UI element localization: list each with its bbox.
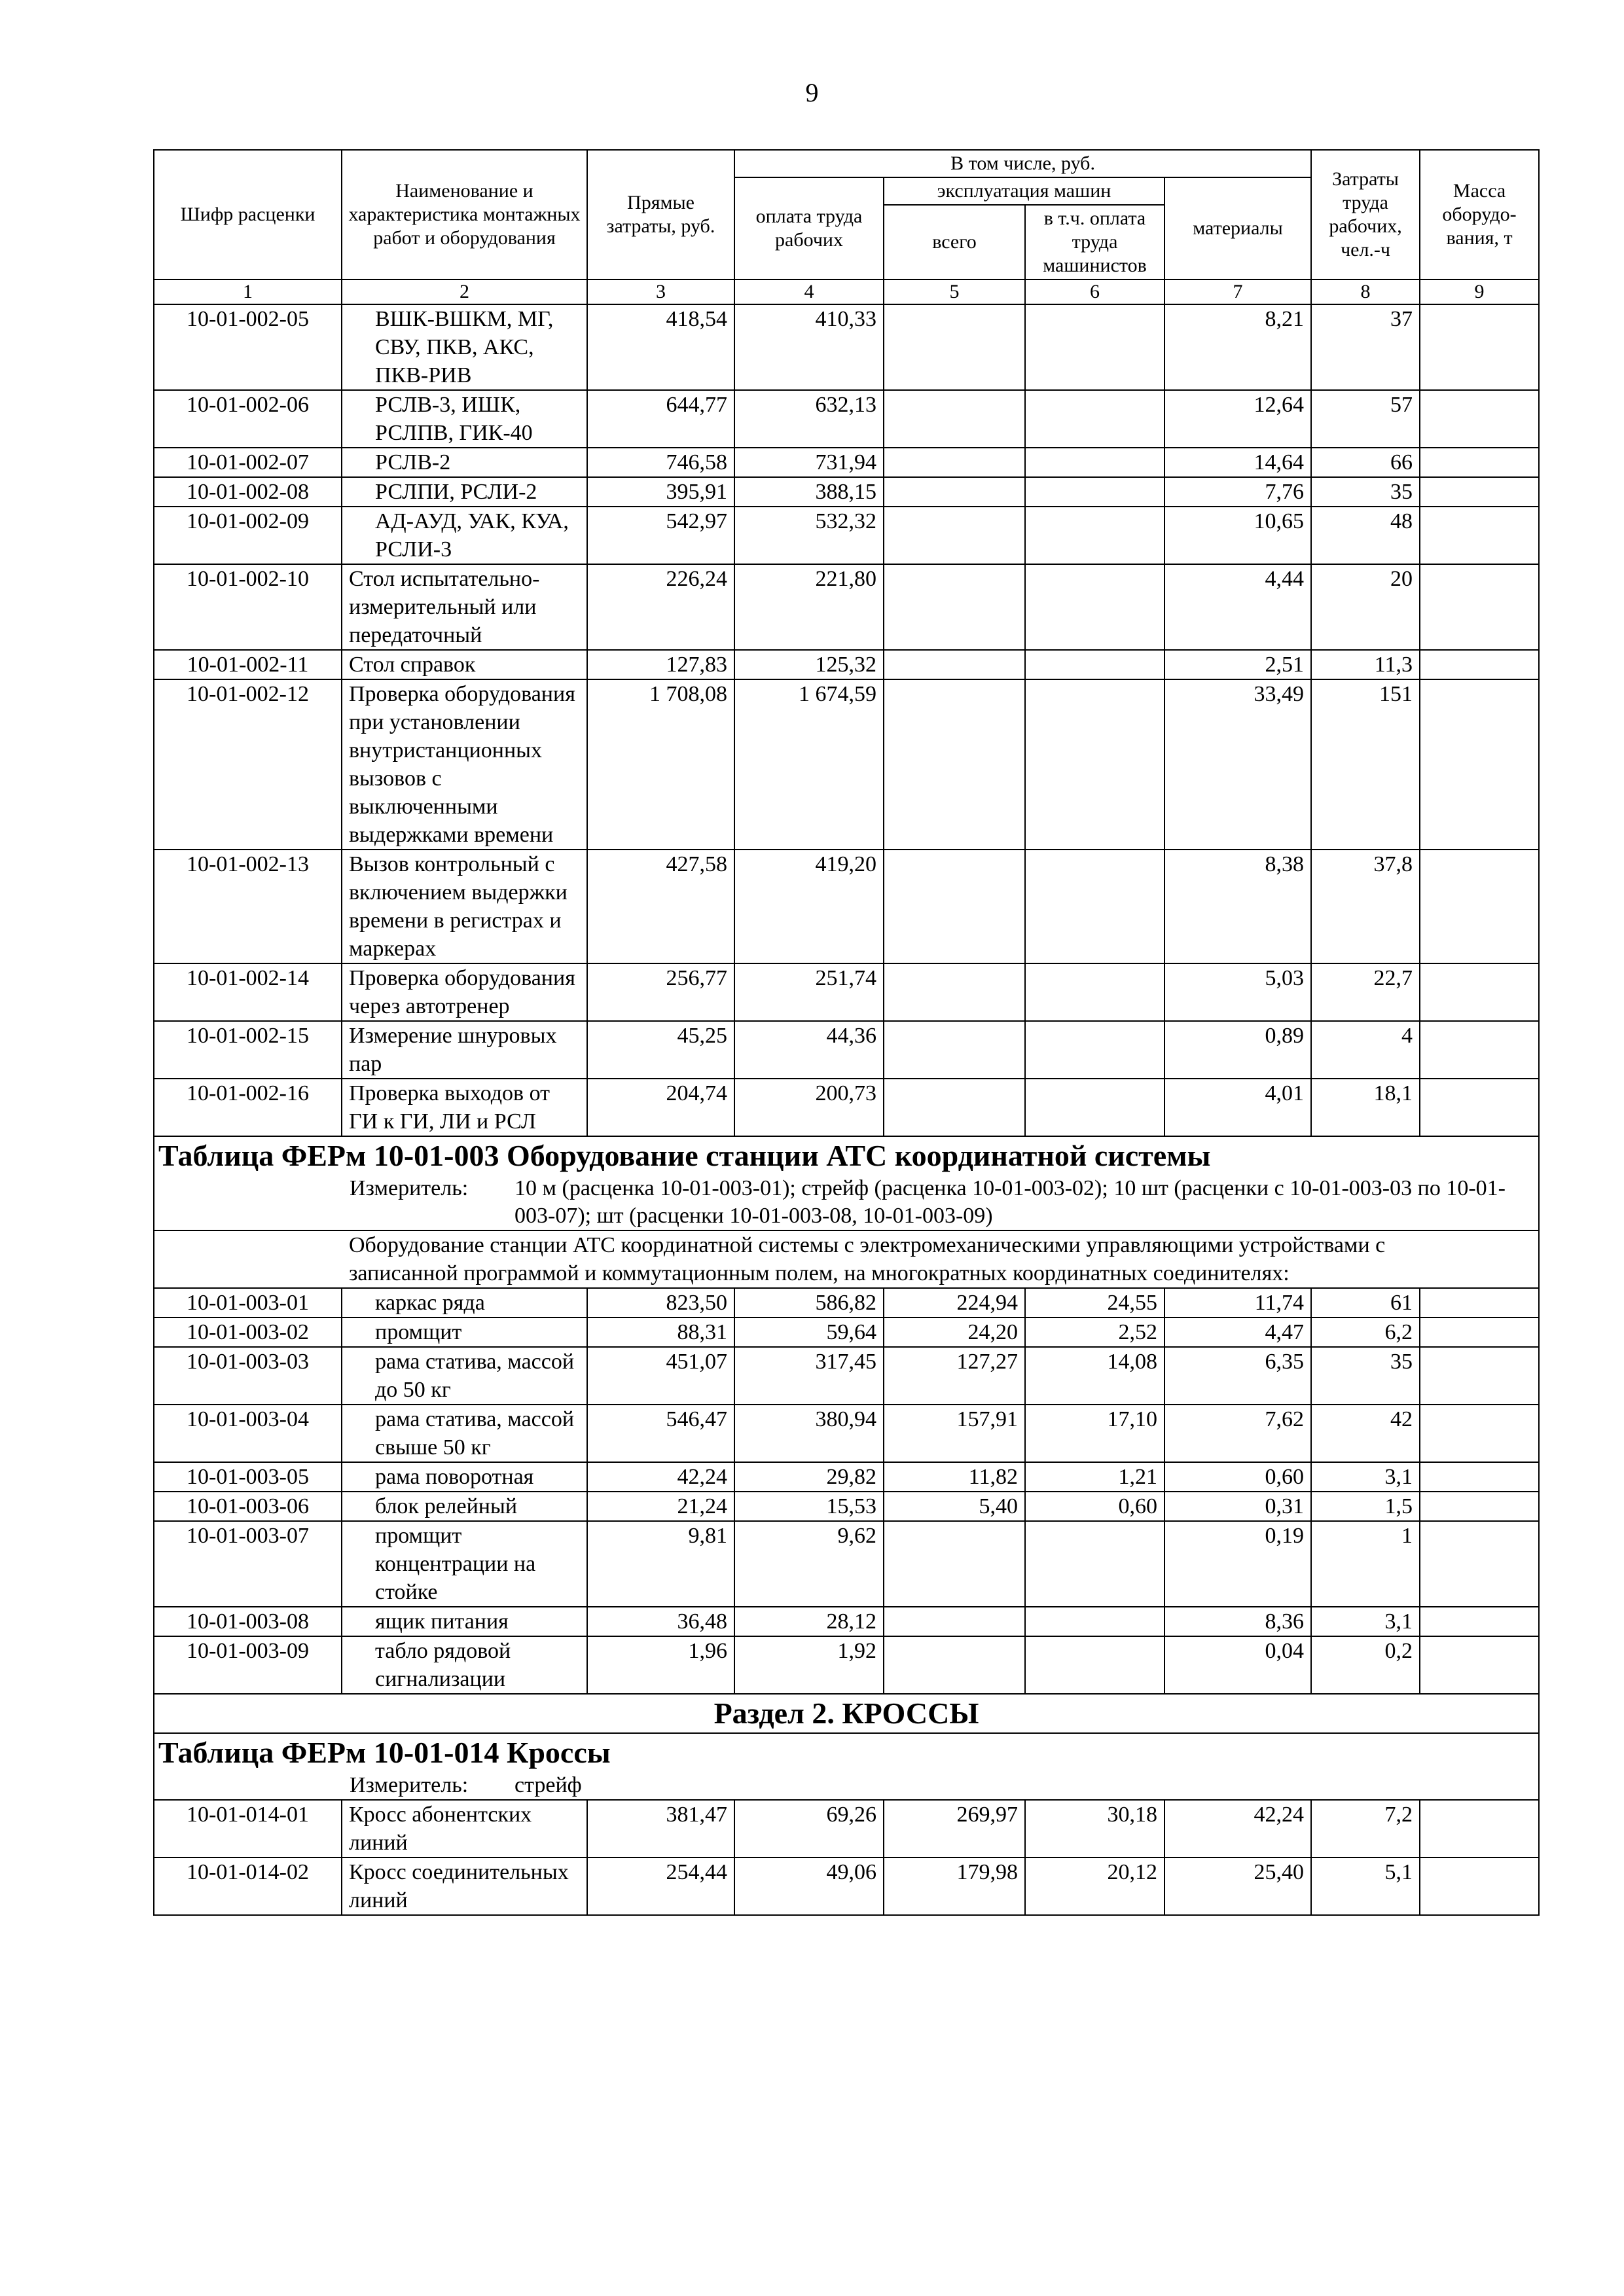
mass-cell: [1420, 1521, 1539, 1607]
direct-cost-cell: 546,47: [587, 1405, 734, 1462]
code-cell: 10-01-002-15: [154, 1021, 342, 1079]
code-cell: 10-01-003-02: [154, 1318, 342, 1347]
mass-cell: [1420, 963, 1539, 1021]
materials-cell: 10,65: [1164, 507, 1311, 564]
table-003-title: Таблица ФЕРм 10-01-003 Оборудование станции АТС координатной системы: [158, 1139, 1211, 1172]
labor-cell: 18,1: [1311, 1079, 1420, 1136]
materials-cell: 14,64: [1164, 448, 1311, 477]
section-2-cell: [154, 1694, 1539, 1733]
machines-total-cell: 5,40: [884, 1492, 1025, 1521]
labor-cell: 35: [1311, 477, 1420, 507]
direct-cost-cell: 88,31: [587, 1318, 734, 1347]
col-number: 7: [1164, 279, 1311, 304]
table-row: [154, 448, 1539, 477]
meter-value: 10 м (расценка 10-01-003-01); стрейф (расценка 10-01-003-02); 10 шт (расценки с 10-01-003-03 по 10-01-003-07); шт (расценки 10-01-003-08, 10-01-003-09): [514, 1176, 1506, 1228]
name-cell: каркас ряда: [342, 1288, 587, 1318]
direct-cost-cell: 9,81: [587, 1521, 734, 1607]
materials-cell: 7,62: [1164, 1405, 1311, 1462]
table-row: [154, 1021, 1539, 1079]
machines-total-cell: [884, 507, 1025, 564]
col-number: 6: [1025, 279, 1164, 304]
mass-cell: [1420, 448, 1539, 477]
labor-cell: 22,7: [1311, 963, 1420, 1021]
wage-cell: 1 674,59: [734, 679, 884, 850]
name-cell: РСЛВ-3, ИШК, РСЛПВ, ГИК-40: [342, 390, 587, 448]
wage-cell: 221,80: [734, 564, 884, 650]
col-mass-header: Масса оборудо-вания, т: [1420, 150, 1539, 279]
wage-cell: 125,32: [734, 650, 884, 679]
machines-wage-cell: [1025, 650, 1164, 679]
machines-wage-cell: 20,12: [1025, 1857, 1164, 1915]
name-cell: Стол испытательно-измерительный или передаточный: [342, 564, 587, 650]
code-cell: 10-01-002-07: [154, 448, 342, 477]
wage-cell: 251,74: [734, 963, 884, 1021]
labor-cell: 4: [1311, 1021, 1420, 1079]
code-cell: 10-01-002-13: [154, 850, 342, 963]
machines-wage-cell: [1025, 1021, 1164, 1079]
table-row: [154, 1636, 1539, 1694]
col-machines-total-header: всего: [884, 205, 1025, 279]
col-number: 3: [587, 279, 734, 304]
machines-wage-cell: [1025, 1607, 1164, 1636]
wage-cell: 419,20: [734, 850, 884, 963]
mass-cell: [1420, 1462, 1539, 1492]
labor-cell: 61: [1311, 1288, 1420, 1318]
name-cell: Проверка выходов от ГИ к ГИ, ЛИ и РСЛ: [342, 1079, 587, 1136]
machines-wage-cell: [1025, 1636, 1164, 1694]
machines-total-cell: [884, 1021, 1025, 1079]
direct-cost-cell: 418,54: [587, 304, 734, 390]
code-cell: 10-01-003-05: [154, 1462, 342, 1492]
name-cell: рама статива, массой до 50 кг: [342, 1347, 587, 1405]
name-cell: Кросс соединительных линий: [342, 1857, 587, 1915]
col-code-header: Шифр расценки: [154, 150, 342, 279]
direct-cost-cell: 45,25: [587, 1021, 734, 1079]
mass-cell: [1420, 850, 1539, 963]
wage-cell: 1,92: [734, 1636, 884, 1694]
col-number: 8: [1311, 279, 1420, 304]
mass-cell: [1420, 1079, 1539, 1136]
machines-total-cell: [884, 650, 1025, 679]
table-row: [154, 650, 1539, 679]
table-row: [154, 1800, 1539, 1857]
table-header: [154, 150, 1539, 304]
direct-cost-cell: 823,50: [587, 1288, 734, 1318]
direct-cost-cell: 381,47: [587, 1800, 734, 1857]
wage-cell: 44,36: [734, 1021, 884, 1079]
table-row: [154, 1607, 1539, 1636]
table-row: [154, 304, 1539, 390]
direct-cost-cell: 451,07: [587, 1347, 734, 1405]
table-row: [154, 507, 1539, 564]
mass-cell: [1420, 1800, 1539, 1857]
machines-wage-cell: [1025, 963, 1164, 1021]
wage-cell: 28,12: [734, 1607, 884, 1636]
labor-cell: 35: [1311, 1347, 1420, 1405]
table-row: [154, 1405, 1539, 1462]
wage-cell: 9,62: [734, 1521, 884, 1607]
machines-total-cell: [884, 1636, 1025, 1694]
materials-cell: 25,40: [1164, 1857, 1311, 1915]
wage-cell: 69,26: [734, 1800, 884, 1857]
code-cell: 10-01-014-01: [154, 1800, 342, 1857]
col-number: 5: [884, 279, 1025, 304]
col-number: 4: [734, 279, 884, 304]
machines-total-cell: [884, 564, 1025, 650]
code-cell: 10-01-002-08: [154, 477, 342, 507]
mass-cell: [1420, 1347, 1539, 1405]
mass-cell: [1420, 1405, 1539, 1462]
labor-cell: 5,1: [1311, 1857, 1420, 1915]
col-number: 1: [154, 279, 342, 304]
materials-cell: 2,51: [1164, 650, 1311, 679]
direct-cost-cell: 542,97: [587, 507, 734, 564]
labor-cell: 7,2: [1311, 1800, 1420, 1857]
col-labor-header: Затраты труда рабочих, чел.-ч: [1311, 150, 1420, 279]
group-note: Оборудование станции АТС координатной системы с электромеханическими управляющими устройствами с записанной программой и коммутационным полем, на многократных координатных соединителях:: [349, 1233, 1386, 1285]
table-row: [154, 390, 1539, 448]
machines-wage-cell: 24,55: [1025, 1288, 1164, 1318]
mass-cell: [1420, 1318, 1539, 1347]
code-cell: 10-01-002-06: [154, 390, 342, 448]
table-row: [154, 564, 1539, 650]
materials-cell: 11,74: [1164, 1288, 1311, 1318]
table-014-rows: [154, 1800, 1539, 1915]
code-cell: 10-01-014-02: [154, 1857, 342, 1915]
direct-cost-cell: 256,77: [587, 963, 734, 1021]
code-cell: 10-01-002-05: [154, 304, 342, 390]
name-cell: Проверка оборудования через автотренер: [342, 963, 587, 1021]
name-cell: Проверка оборудования при установлении внутристанционных вызовов с выключенными выдержками времени: [342, 679, 587, 850]
machines-total-cell: 157,91: [884, 1405, 1025, 1462]
mass-cell: [1420, 1607, 1539, 1636]
col-name-header: Наименование и характеристика монтажных работ и оборудования: [342, 150, 587, 279]
block1-rows: [154, 304, 1539, 1136]
wage-cell: 317,45: [734, 1347, 884, 1405]
materials-cell: 8,36: [1164, 1607, 1311, 1636]
name-cell: промщит: [342, 1318, 587, 1347]
mass-cell: [1420, 507, 1539, 564]
materials-cell: 6,35: [1164, 1347, 1311, 1405]
machines-wage-cell: 2,52: [1025, 1318, 1164, 1347]
wage-cell: 410,33: [734, 304, 884, 390]
labor-cell: 48: [1311, 507, 1420, 564]
name-cell: рама поворотная: [342, 1462, 587, 1492]
machines-total-cell: [884, 963, 1025, 1021]
mass-cell: [1420, 1492, 1539, 1521]
machines-wage-cell: 0,60: [1025, 1492, 1164, 1521]
mass-cell: [1420, 1857, 1539, 1915]
section-2-heading: [154, 1694, 1539, 1800]
table-003-rows: [154, 1288, 1539, 1694]
table-003-heading: [154, 1136, 1539, 1288]
machines-wage-cell: [1025, 507, 1164, 564]
page-number: 9: [805, 78, 819, 107]
mass-cell: [1420, 390, 1539, 448]
mass-cell: [1420, 1288, 1539, 1318]
code-cell: 10-01-002-10: [154, 564, 342, 650]
code-cell: 10-01-003-03: [154, 1347, 342, 1405]
code-cell: 10-01-003-01: [154, 1288, 342, 1318]
machines-total-cell: 11,82: [884, 1462, 1025, 1492]
col-number: 9: [1420, 279, 1539, 304]
code-cell: 10-01-002-16: [154, 1079, 342, 1136]
labor-cell: 0,2: [1311, 1636, 1420, 1694]
mass-cell: [1420, 1636, 1539, 1694]
materials-cell: 8,21: [1164, 304, 1311, 390]
direct-cost-cell: 427,58: [587, 850, 734, 963]
code-cell: 10-01-002-11: [154, 650, 342, 679]
machines-wage-cell: 1,21: [1025, 1462, 1164, 1492]
col-materials-header: материалы: [1164, 177, 1311, 279]
machines-wage-cell: 17,10: [1025, 1405, 1164, 1462]
machines-total-cell: [884, 304, 1025, 390]
labor-cell: 37,8: [1311, 850, 1420, 963]
wage-cell: 632,13: [734, 390, 884, 448]
machines-wage-cell: [1025, 477, 1164, 507]
table-row: [154, 1079, 1539, 1136]
machines-total-cell: 127,27: [884, 1347, 1025, 1405]
table-row: [154, 1462, 1539, 1492]
table-row: [154, 963, 1539, 1021]
table-row: [154, 1288, 1539, 1318]
wage-cell: 380,94: [734, 1405, 884, 1462]
wage-cell: 15,53: [734, 1492, 884, 1521]
materials-cell: 12,64: [1164, 390, 1311, 448]
meter-value: стрейф: [514, 1773, 582, 1797]
wage-cell: 586,82: [734, 1288, 884, 1318]
table-003-title-cell: [154, 1136, 1539, 1230]
table-003-group-note-cell: [154, 1230, 1539, 1288]
labor-cell: 57: [1311, 390, 1420, 448]
materials-cell: 5,03: [1164, 963, 1311, 1021]
name-cell: промщит концентрации на стойке: [342, 1521, 587, 1607]
machines-total-cell: [884, 850, 1025, 963]
wage-cell: 29,82: [734, 1462, 884, 1492]
direct-cost-cell: 204,74: [587, 1079, 734, 1136]
name-cell: РСЛПИ, РСЛИ-2: [342, 477, 587, 507]
name-cell: блок релейный: [342, 1492, 587, 1521]
code-cell: 10-01-003-09: [154, 1636, 342, 1694]
code-cell: 10-01-003-08: [154, 1607, 342, 1636]
direct-cost-cell: 746,58: [587, 448, 734, 477]
name-cell: ящик питания: [342, 1607, 587, 1636]
materials-cell: 0,89: [1164, 1021, 1311, 1079]
machines-wage-cell: [1025, 390, 1164, 448]
table-014-title-cell: [154, 1733, 1539, 1800]
machines-wage-cell: [1025, 850, 1164, 963]
materials-cell: 4,47: [1164, 1318, 1311, 1347]
col-wage-header: оплата труда рабочих: [734, 177, 884, 279]
machines-wage-cell: [1025, 1079, 1164, 1136]
table-014-title: Таблица ФЕРм 10-01-014 Кроссы: [158, 1736, 611, 1769]
direct-cost-cell: 127,83: [587, 650, 734, 679]
direct-cost-cell: 1 708,08: [587, 679, 734, 850]
direct-cost-cell: 395,91: [587, 477, 734, 507]
name-cell: АД-АУД, УАК, КУА, РСЛИ-3: [342, 507, 587, 564]
code-cell: 10-01-002-09: [154, 507, 342, 564]
machines-total-cell: 269,97: [884, 1800, 1025, 1857]
table-row: [154, 1857, 1539, 1915]
name-cell: Измерение шнуровых пар: [342, 1021, 587, 1079]
materials-cell: 0,04: [1164, 1636, 1311, 1694]
materials-cell: 33,49: [1164, 679, 1311, 850]
machines-wage-cell: 14,08: [1025, 1347, 1164, 1405]
machines-total-cell: [884, 390, 1025, 448]
name-cell: рама статива, массой свыше 50 кг: [342, 1405, 587, 1462]
col-number: 2: [342, 279, 587, 304]
labor-cell: 42: [1311, 1405, 1420, 1462]
code-cell: 10-01-003-07: [154, 1521, 342, 1607]
mass-cell: [1420, 650, 1539, 679]
direct-cost-cell: 42,24: [587, 1462, 734, 1492]
labor-cell: 1,5: [1311, 1492, 1420, 1521]
table-row: [154, 1318, 1539, 1347]
labor-cell: 20: [1311, 564, 1420, 650]
labor-cell: 6,2: [1311, 1318, 1420, 1347]
direct-cost-cell: 1,96: [587, 1636, 734, 1694]
meter-label: Измеритель:: [350, 1176, 469, 1200]
name-cell: Стол справок: [342, 650, 587, 679]
labor-cell: 151: [1311, 679, 1420, 850]
meter-label: Измеритель:: [350, 1773, 469, 1797]
mass-cell: [1420, 679, 1539, 850]
materials-cell: 0,60: [1164, 1462, 1311, 1492]
machines-wage-cell: [1025, 564, 1164, 650]
mass-cell: [1420, 477, 1539, 507]
column-numbers-row: [154, 279, 1539, 304]
labor-cell: 3,1: [1311, 1607, 1420, 1636]
labor-cell: 37: [1311, 304, 1420, 390]
code-cell: 10-01-003-04: [154, 1405, 342, 1462]
wage-cell: 59,64: [734, 1318, 884, 1347]
machines-total-cell: [884, 1607, 1025, 1636]
section-title: Раздел 2. КРОССЫ: [713, 1696, 979, 1730]
name-cell: табло рядовой сигнализации: [342, 1636, 587, 1694]
labor-cell: 3,1: [1311, 1462, 1420, 1492]
direct-cost-cell: 21,24: [587, 1492, 734, 1521]
name-cell: Кросс абонентских линий: [342, 1800, 587, 1857]
machines-total-cell: [884, 1079, 1025, 1136]
mass-cell: [1420, 564, 1539, 650]
code-cell: 10-01-003-06: [154, 1492, 342, 1521]
labor-cell: 1: [1311, 1521, 1420, 1607]
materials-cell: 0,31: [1164, 1492, 1311, 1521]
machines-wage-cell: [1025, 1521, 1164, 1607]
labor-cell: 11,3: [1311, 650, 1420, 679]
table-003-meter: [157, 1175, 1536, 1230]
rates-table: [153, 149, 1540, 1916]
wage-cell: 731,94: [734, 448, 884, 477]
direct-cost-cell: 36,48: [587, 1607, 734, 1636]
materials-cell: 4,44: [1164, 564, 1311, 650]
machines-total-cell: [884, 448, 1025, 477]
materials-cell: 42,24: [1164, 1800, 1311, 1857]
mass-cell: [1420, 1021, 1539, 1079]
machines-wage-cell: 30,18: [1025, 1800, 1164, 1857]
wage-cell: 388,15: [734, 477, 884, 507]
table-row: [154, 1492, 1539, 1521]
table-row: [154, 850, 1539, 963]
name-cell: РСЛВ-2: [342, 448, 587, 477]
machines-wage-cell: [1025, 448, 1164, 477]
direct-cost-cell: 254,44: [587, 1857, 734, 1915]
machines-wage-cell: [1025, 304, 1164, 390]
wage-cell: 532,32: [734, 507, 884, 564]
machines-total-cell: [884, 1521, 1025, 1607]
machines-total-cell: 24,20: [884, 1318, 1025, 1347]
materials-cell: 8,38: [1164, 850, 1311, 963]
code-cell: 10-01-002-12: [154, 679, 342, 850]
col-machines-wage-header: в т.ч. оплата труда машинистов: [1025, 205, 1164, 279]
table-014-meter: [157, 1772, 1536, 1799]
code-cell: 10-01-002-14: [154, 963, 342, 1021]
name-cell: Вызов контрольный с включением выдержки времени в регистрах и маркерах: [342, 850, 587, 963]
machines-wage-cell: [1025, 679, 1164, 850]
machines-total-cell: [884, 679, 1025, 850]
col-direct-header: Прямые затраты, руб.: [587, 150, 734, 279]
wage-cell: 200,73: [734, 1079, 884, 1136]
col-machines-header: эксплуатация машин: [884, 177, 1164, 205]
col-incl-header: В том числе, руб.: [734, 150, 1311, 177]
table-row: [154, 477, 1539, 507]
table-row: [154, 679, 1539, 850]
table-row: [154, 1521, 1539, 1607]
direct-cost-cell: 644,77: [587, 390, 734, 448]
machines-total-cell: 179,98: [884, 1857, 1025, 1915]
labor-cell: 66: [1311, 448, 1420, 477]
wage-cell: 49,06: [734, 1857, 884, 1915]
machines-total-cell: 224,94: [884, 1288, 1025, 1318]
name-cell: ВШК-ВШКМ, МГ, СВУ, ПКВ, АКС, ПКВ-РИВ: [342, 304, 587, 390]
materials-cell: 7,76: [1164, 477, 1311, 507]
materials-cell: 4,01: [1164, 1079, 1311, 1136]
machines-total-cell: [884, 477, 1025, 507]
materials-cell: 0,19: [1164, 1521, 1311, 1607]
mass-cell: [1420, 304, 1539, 390]
direct-cost-cell: 226,24: [587, 564, 734, 650]
table-row: [154, 1347, 1539, 1405]
